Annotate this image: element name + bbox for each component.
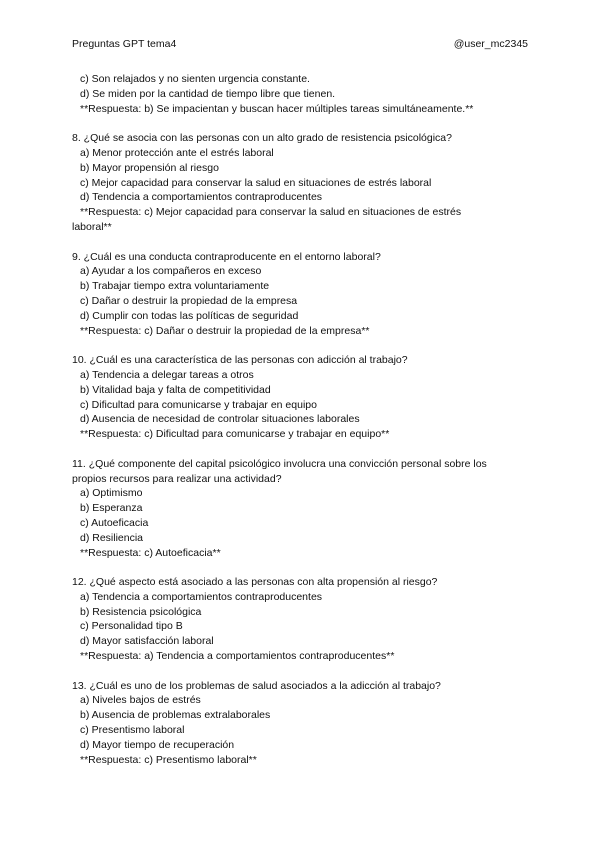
option-line: c) Dificultad para comunicarse y trabajar en equipo	[80, 398, 317, 411]
question-block	[72, 72, 528, 116]
question-block	[72, 679, 528, 768]
option-line: d) Mayor satisfacción laboral	[80, 635, 214, 648]
question-block	[72, 353, 528, 442]
answer-line: **Respuesta: c) Presentismo laboral**	[80, 753, 257, 766]
answer-line: **Respuesta: c) Dañar o destruir la propiedad de la empresa**	[80, 324, 370, 337]
option-line: a) Niveles bajos de estrés	[80, 694, 201, 707]
option-line: c) Dañar o destruir la propiedad de la empresa	[80, 294, 298, 307]
option-line: a) Ayudar a los compañeros en exceso	[80, 265, 262, 278]
answer-line: **Respuesta: b) Se impacientan y buscan hacer múltiples tareas simultáneamente.**	[80, 102, 474, 115]
option-line: d) Cumplir con todas las políticas de seguridad	[80, 309, 299, 322]
author-handle: @user_mc2345	[453, 38, 528, 50]
answer-line: **Respuesta: c) Autoeficacia**	[80, 546, 221, 559]
option-line: c) Mejor capacidad para conservar la salud en situaciones de estrés laboral	[80, 176, 432, 189]
option-line: a) Tendencia a delegar tareas a otros	[80, 368, 254, 381]
document-title: Preguntas GPT tema4	[72, 38, 177, 50]
option-line: b) Ausencia de problemas extralaborales	[80, 709, 271, 722]
continuation-line: propios recursos para realizar una actividad?	[72, 472, 282, 485]
question-block	[72, 575, 528, 664]
option-line: b) Esperanza	[80, 502, 143, 515]
question-text: 11. ¿Qué componente del capital psicológico involucra una convicción personal sobre los	[72, 457, 487, 470]
option-line: b) Resistencia psicológica	[80, 605, 202, 618]
question-text: 8. ¿Qué se asocia con las personas con un alto grado de resistencia psicológica?	[72, 132, 452, 145]
option-line: d) Mayor tiempo de recuperación	[80, 738, 235, 751]
answer-line: **Respuesta: a) Tendencia a comportamientos contraproducentes**	[80, 650, 395, 663]
option-line: c) Presentismo laboral	[80, 724, 185, 737]
answer-line: **Respuesta: c) Dificultad para comunicarse y trabajar en equipo**	[80, 428, 390, 441]
question-text: 10. ¿Cuál es una característica de las personas con adicción al trabajo?	[72, 354, 408, 367]
option-line: b) Trabajar tiempo extra voluntariamente	[80, 280, 270, 293]
option-line: d) Ausencia de necesidad de controlar situaciones laborales	[80, 413, 360, 426]
option-line: c) Autoeficacia	[80, 516, 149, 529]
page-header	[72, 37, 528, 53]
option-line: d) Resiliencia	[80, 531, 144, 544]
option-line: c) Personalidad tipo B	[80, 620, 183, 633]
continuation-line: laboral**	[72, 220, 112, 233]
option-line: d) Se miden por la cantidad de tiempo libre que tienen.	[80, 87, 336, 100]
question-text: 9. ¿Cuál es una conducta contraproducente en el entorno laboral?	[72, 250, 381, 263]
question-block	[72, 250, 528, 339]
option-line: b) Mayor propensión al riesgo	[80, 161, 219, 174]
question-block	[72, 131, 528, 235]
document-body	[72, 72, 528, 782]
option-line: a) Menor protección ante el estrés laboral	[80, 146, 274, 159]
question-block	[72, 457, 528, 561]
option-line: d) Tendencia a comportamientos contraproducentes	[80, 191, 323, 204]
option-line: b) Vitalidad baja y falta de competitividad	[80, 383, 271, 396]
option-line: a) Optimismo	[80, 487, 143, 500]
answer-line: **Respuesta: c) Mejor capacidad para conservar la salud en situaciones de estrés	[80, 206, 462, 219]
option-line: a) Tendencia a comportamientos contraproducentes	[80, 590, 323, 603]
option-line: c) Son relajados y no sienten urgencia constante.	[80, 73, 310, 85]
question-text: 12. ¿Qué aspecto está asociado a las personas con alta propensión al riesgo?	[72, 576, 438, 589]
question-text: 13. ¿Cuál es uno de los problemas de salud asociados a la adicción al trabajo?	[72, 679, 441, 692]
